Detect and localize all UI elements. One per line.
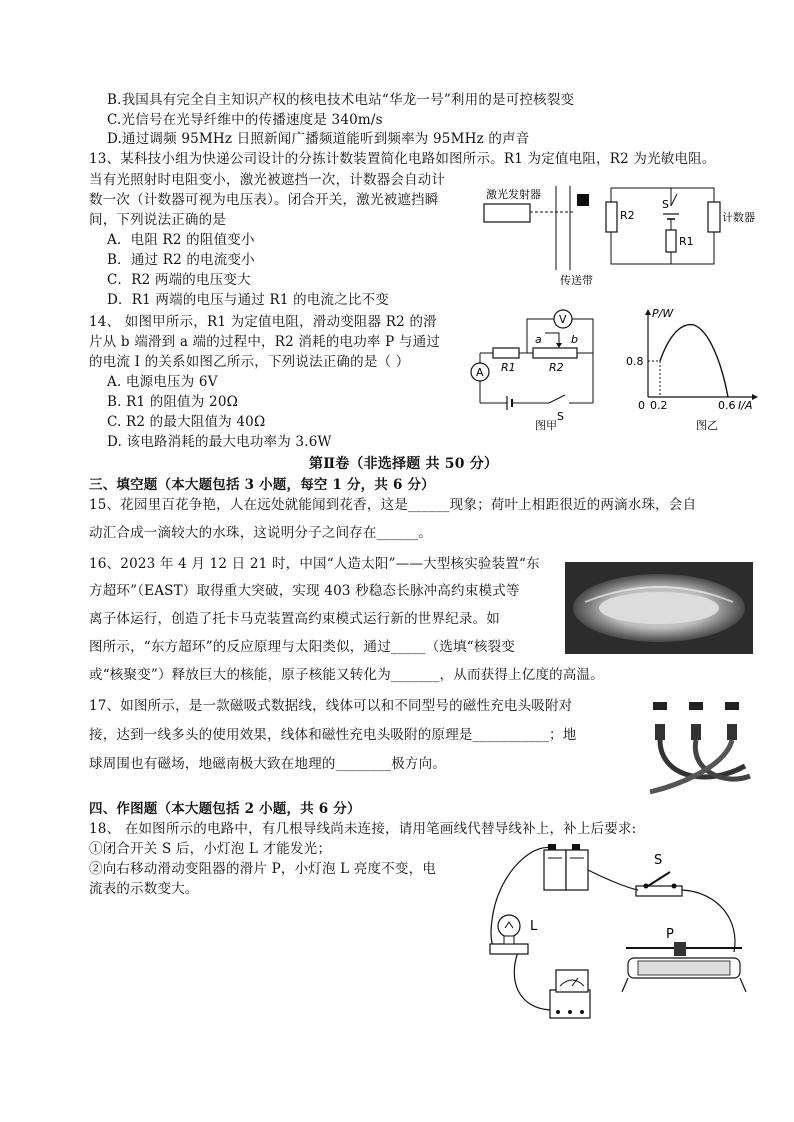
package-block bbox=[577, 194, 589, 206]
q14-option-d: D. 该电路消耗的最大电功率为 3.6W bbox=[107, 434, 332, 450]
x-tick-06: 0.6 bbox=[718, 399, 736, 412]
q18-circuit-figure bbox=[478, 840, 758, 1030]
rheostat-p-label: P bbox=[666, 927, 674, 942]
end-b-label: b bbox=[571, 333, 578, 346]
y-axis-label: P/W bbox=[652, 307, 674, 320]
q13-stem-line3: 数一次（计数器可视为电压表）。闭合开关，激光被遮挡瞬 bbox=[89, 192, 439, 208]
cable-connector-1 bbox=[655, 724, 665, 740]
x-axis-arrow bbox=[752, 394, 758, 400]
power-curve bbox=[660, 325, 728, 397]
q18-line3: ②向右移动滑动变阻器的滑片 P，小灯泡 L 亮度不变，电 bbox=[89, 861, 437, 877]
y-axis-arrow bbox=[645, 309, 651, 315]
q16-line1: 16、2023 年 4 月 12 日 21 时，中国“人造太阳”——大型核实验装置“东 bbox=[89, 556, 540, 572]
q15-line1: 15、花园里百花争艳，人在远处就能闻到花香，这是______现象；荷叶上相距很近的两滴水珠，会自 bbox=[89, 497, 697, 513]
switch-s-label: S bbox=[654, 853, 663, 868]
slider-wire bbox=[545, 333, 559, 347]
x-tick-02: 0.2 bbox=[650, 399, 668, 412]
laser-emitter-label: 激光发射器 bbox=[486, 188, 541, 201]
rheostat-icon bbox=[622, 942, 746, 992]
lamp-l-label: L bbox=[530, 919, 538, 934]
q13-stem-line4: 间，下列说法正确的是 bbox=[89, 212, 226, 228]
charger-head-3 bbox=[725, 702, 739, 710]
q14-option-b: B. R1 的阻值为 20Ω bbox=[107, 394, 239, 410]
voltmeter-label: V bbox=[559, 313, 567, 326]
q13-stem-line1: 13、某科技小组为快递公司设计的分拣计数装置简化电路如图所示。R1 为定值电阻，R2 为光敏电阻。 bbox=[89, 151, 716, 167]
q14-stem-line2: 片从 b 端滑到 a 端的过程中，R2 消耗的电功率 P 与通过 bbox=[89, 334, 440, 350]
q17-line2: 接，达到一线多头的使用效果，线体和磁性充电头吸附的原理是___________；地 bbox=[89, 727, 577, 743]
q16-line4: 图所示，“东方超环”的反应原理与太阳类似，通过_____（选填“核裂变 bbox=[89, 639, 515, 655]
charger-head-2 bbox=[689, 702, 703, 710]
r1-resistor bbox=[666, 230, 676, 252]
q17-line3: 球周围也有磁场，地磁南极大致在地理的________极方向。 bbox=[89, 756, 446, 772]
r2-resistor bbox=[606, 202, 617, 232]
y-tick-08: 0.8 bbox=[626, 355, 644, 368]
laser-emitter-box bbox=[484, 204, 530, 222]
r1-label: R1 bbox=[679, 235, 694, 248]
x-axis-label: I/A bbox=[738, 399, 753, 412]
magnetic-cable-photo bbox=[645, 696, 757, 796]
plasma-core bbox=[599, 592, 719, 624]
q12-option-d: D.通过调频 95MHz 日照新闻广播频道能听到频率为 95MHz 的声音 bbox=[107, 131, 530, 147]
q13-option-c: C．R2 两端的电压变大 bbox=[107, 272, 251, 288]
section3-title: 三、填空题（本大题包括 3 小题，每空 1 分，共 6 分） bbox=[89, 477, 435, 493]
east-tokamak-photo bbox=[565, 562, 753, 654]
wire-switch-to-rheostat bbox=[682, 890, 735, 952]
q12-option-c: C.光信号在光导纤维中的传播速度是 340m/s bbox=[107, 112, 383, 128]
ammeter-label: A bbox=[476, 366, 484, 379]
q14-option-c: C. R2 的最大阻值为 40Ω bbox=[107, 414, 266, 430]
r1-label: R1 bbox=[501, 361, 516, 374]
charger-head-1 bbox=[653, 702, 667, 710]
q18-line2: ①闭合开关 S 后，小灯泡 L 才能发光； bbox=[89, 841, 332, 857]
q14-stem-line3: 的电流 I 的关系如图乙所示，下列说法正确的是（ ） bbox=[89, 354, 410, 370]
q14-circuit-figure bbox=[465, 305, 605, 430]
r2-label: R2 bbox=[620, 209, 635, 222]
q13-stem-line2: 当有光照射时电阻变小，激光被遮挡一次，计数器会自动计 bbox=[89, 172, 446, 188]
bottom-wire bbox=[611, 232, 714, 264]
slider-arrow bbox=[556, 343, 562, 348]
switch-label: S bbox=[662, 198, 669, 211]
q13-option-d: D．R1 两端的电压与通过 R1 的电流之比不变 bbox=[107, 292, 390, 308]
q16-line2: 方超环”（EAST）取得重大突破，实现 403 秒稳态长脉冲高约束模式等 bbox=[89, 583, 520, 599]
section2-title: 第Ⅱ卷（非选择题 共 50 分） bbox=[309, 456, 499, 472]
cable-connector-2 bbox=[691, 724, 701, 740]
q13-option-b: B．通过 R2 的电流变小 bbox=[107, 252, 255, 268]
counter-label: 计数器 bbox=[722, 211, 755, 224]
q18-line4: 流表的示数变大。 bbox=[89, 881, 199, 897]
q18-line1: 18、 在如图所示的电路中，有几根导线尚未连接，请用笔画线代替导线补上，补上后要求: bbox=[89, 821, 637, 837]
section4-title: 四、作图题（本大题包括 2 小题，共 6 分） bbox=[89, 801, 361, 817]
q16-line5: 或“核聚变”）释放巨大的核能，原子核能又转化为_______，从而获得上亿度的高温。 bbox=[89, 667, 604, 683]
q12-option-b: B.我国具有完全自主知识产权的核电技术电站“华龙一号”利用的是可控核裂变 bbox=[107, 92, 575, 108]
switch-label: S bbox=[557, 410, 564, 423]
q17-line1: 17、如图所示，是一款磁吸式数据线，线体可以和不同型号的磁性充电头吸附对 bbox=[89, 698, 573, 714]
r2-label: R2 bbox=[549, 361, 564, 374]
x-tick-0: 0 bbox=[638, 399, 645, 412]
battery-pack-icon bbox=[544, 844, 588, 890]
q13-circuit-figure bbox=[482, 178, 755, 288]
q14-graph-figure bbox=[626, 305, 766, 430]
figure-a-caption: 图甲 bbox=[535, 419, 557, 432]
belt-label: 传送带 bbox=[560, 274, 593, 287]
q14-stem-line1: 14、 如图甲所示，R1 为定值电阻，滑动变阻器 R2 的滑 bbox=[89, 314, 437, 330]
counter-box bbox=[708, 202, 720, 232]
figure-b-caption: 图乙 bbox=[696, 419, 718, 432]
q15-line2: 动汇合成一滴较大的水珠，这说明分子之间存在______。 bbox=[89, 525, 433, 541]
ammeter-icon bbox=[550, 970, 590, 1018]
q13-option-a: A．电阻 R2 的阻值变小 bbox=[107, 232, 255, 248]
cable-connector-3 bbox=[727, 724, 737, 740]
switch-blade bbox=[549, 395, 565, 403]
wire-battery-to-switch bbox=[588, 870, 638, 890]
r2-rheostat bbox=[533, 348, 577, 358]
lamp-l-icon bbox=[490, 915, 528, 954]
switch-blade bbox=[671, 194, 677, 206]
q14-option-a: A. 电源电压为 6V bbox=[107, 374, 218, 390]
q16-line3: 离子体运行，创造了托卡马克装置高约束模式运行新的世界纪录。如 bbox=[89, 611, 500, 627]
r1-resistor bbox=[493, 348, 519, 358]
wire-lamp-to-ammeter bbox=[514, 952, 550, 1010]
switch-s-icon bbox=[636, 872, 682, 896]
end-a-label: a bbox=[535, 333, 542, 346]
